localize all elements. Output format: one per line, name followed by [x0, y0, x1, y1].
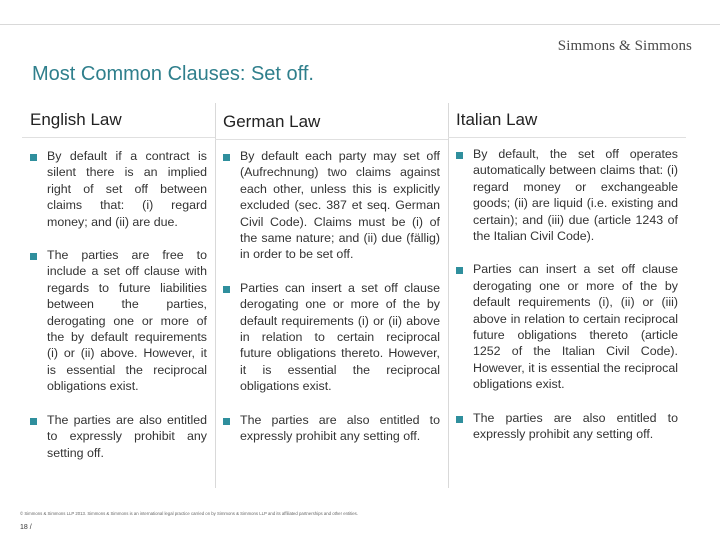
column-heading: Italian Law [448, 103, 686, 138]
bullet-item [30, 412, 207, 461]
square-bullet-icon [30, 253, 37, 260]
bullet-text: Parties can insert a set off clause derogating one or more of the by default requirements (i) or (ii) above in relation to certain reciprocal future obligations thereto. However, it is essential the reciprocal obligations exist. [240, 280, 440, 394]
bullet-text: Parties can insert a set off clause derogating one or more of the by default requirements (i), (ii) or (iii) above in relation to certain reciprocal future obligations thereto (article 1252 of the Italian Civil Code). However, it is essential the reciprocal obligations exist. [473, 262, 678, 392]
square-bullet-icon [30, 418, 37, 425]
bullet-item [30, 148, 207, 230]
bullet-item [223, 148, 440, 263]
column-german-law [215, 103, 448, 488]
square-bullet-icon [456, 416, 463, 423]
top-divider [0, 24, 720, 25]
square-bullet-icon [223, 154, 230, 161]
bullet-item [30, 247, 207, 395]
bullet-text: The parties are free to include a set off clause with regards to future liabilities between the parties, derogating one or more of the by default requirements (i) or (ii) above. However, it is essential the reciprocal obligations exist. [47, 248, 207, 394]
square-bullet-icon [223, 418, 230, 425]
slide-title: Most Common Clauses: Set off. [32, 63, 314, 85]
bullet-text: By default, the set off operates automatically between claims that: (i) regard money or exchangeable goods; (ii) are liquid (i.e. existing and certain); and (iii) due (article 1243 of the Italian Civil Code). [473, 147, 678, 244]
brand-logo: Simmons & Simmons [557, 38, 692, 54]
bullet-text: The parties are also entitled to expressly prohibit any setting off. [240, 412, 440, 444]
square-bullet-icon [30, 154, 37, 161]
bullet-list [30, 148, 207, 461]
square-bullet-icon [456, 267, 463, 274]
column-heading: English Law [22, 103, 215, 138]
square-bullet-icon [223, 286, 230, 293]
column-heading: German Law [215, 103, 448, 140]
bullet-item [456, 261, 678, 392]
bullet-item [456, 146, 678, 244]
bullet-text: By default if a contract is silent there is an implied right of set off between claims that: (i) regard money; and (ii) are due. [47, 149, 207, 229]
bullet-item [223, 280, 440, 395]
bullet-item [456, 410, 678, 443]
bullet-text: The parties are also entitled to expressly prohibit any setting off. [47, 412, 207, 460]
column-english-law [22, 103, 215, 488]
page-number: 18 / [20, 524, 32, 531]
copyright-notice: © Simmons & Simmons LLP 2013. Simmons & Simmons is an international legal practice carried on by Simmons & Simmons LLP and its affiliated partnerships and other entities. [20, 511, 359, 516]
bullet-list [456, 146, 678, 443]
comparison-table [22, 103, 680, 488]
bullet-text: The parties are also entitled to expressly prohibit any setting off. [473, 410, 678, 442]
bullet-text: By default each party may set off (Aufrechnung) two claims against each other, unless this is explicitly excluded (sec. 387 et seq. German Civil Code). Claims must be (i) of the same nature; and (ii) due (fällig) in order to be set off. [240, 149, 440, 262]
column-italian-law [448, 103, 680, 488]
square-bullet-icon [456, 152, 463, 159]
bullet-item [223, 412, 440, 445]
bullet-list [223, 148, 440, 445]
